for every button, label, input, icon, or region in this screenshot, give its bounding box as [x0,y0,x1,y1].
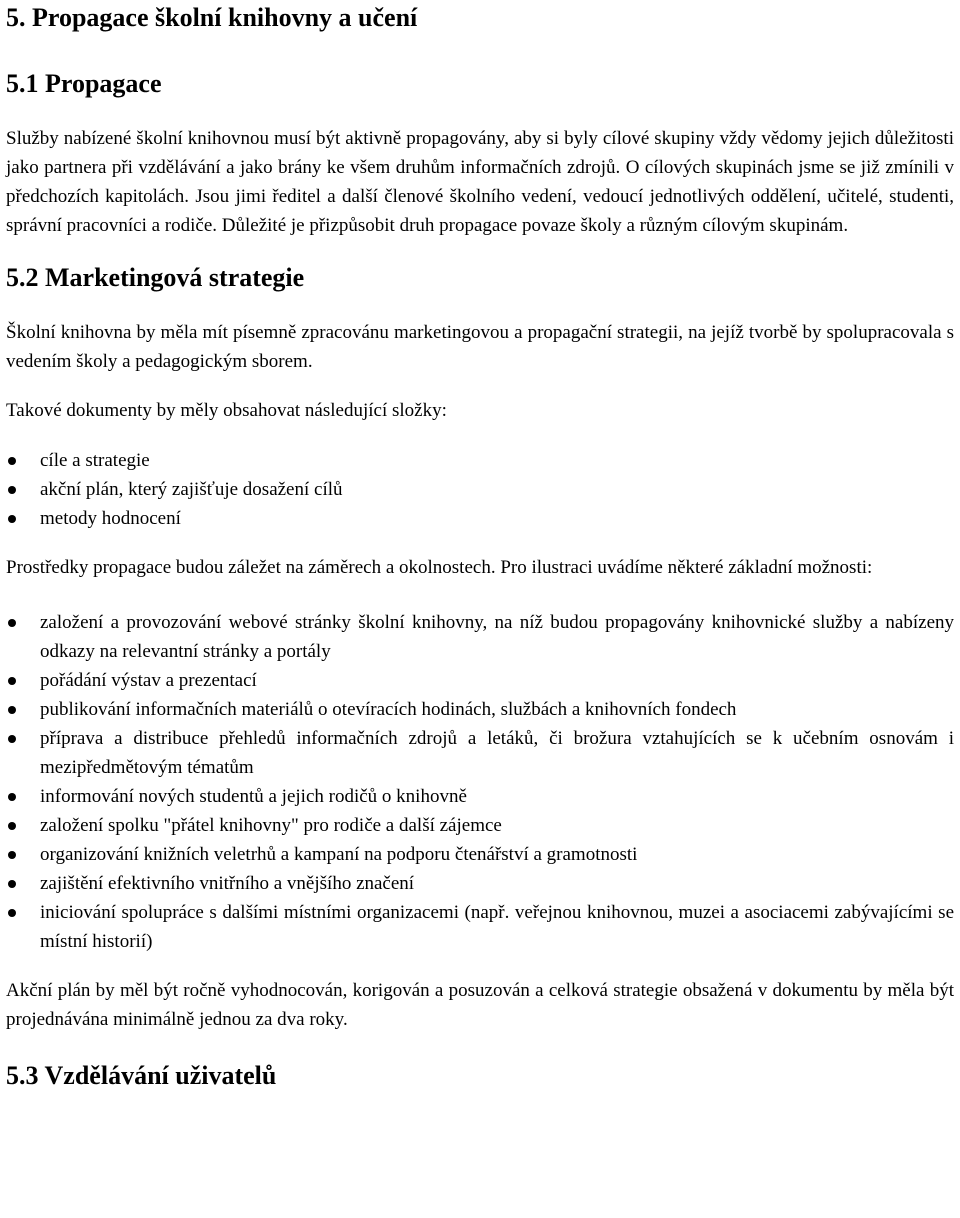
list-item: metody hodnocení [6,504,954,533]
list-item: cíle a strategie [6,446,954,475]
options-list [6,608,954,956]
marketing-paragraph-2: Takové dokumenty by měly obsahovat následující složky: [6,400,447,421]
marketing-paragraph-4: Akční plán by měl být ročně vyhodnocován, korigován a posuzován a celková strategie obsažená v dokumentu by měla být projednávána minimálně jednou za dva roky. [6,980,954,1030]
list-item: příprava a distribuce přehledů informačních zdrojů a letáků, či brožura vztahujících se k učebním osnovám i mezipředmětovým tématům [6,724,954,782]
marketing-paragraph-3: Prostředky propagace budou záležet na záměrech a okolnostech. Pro ilustraci uvádíme některé základní možnosti: [6,557,873,578]
list-item: informování nových studentů a jejich rodičů o knihovně [6,782,954,811]
components-list [6,446,954,533]
list-item: organizování knižních veletrhů a kampaní na podporu čtenářství a gramotnosti [6,840,954,869]
section-title-propagace: 5.1 Propagace [6,69,162,98]
section-title-vzdelavani: 5.3 Vzdělávání uživatelů [6,1061,277,1090]
list-item: zajištění efektivního vnitřního a vnějšího značení [6,869,954,898]
propagace-paragraph: Služby nabízené školní knihovnou musí být aktivně propagovány, aby si byly cílové skupiny vždy vědomy jejich důležitosti jako partnera při vzdělávání a jako brány ke všem druhům informačních zdrojů. O cílových skupinách jsme se již zmínili v předchozích kapitolách. Jsou jimi ředitel a další členové školního vedení, vedoucí jednotlivých oddělení, učitelé, studenti, správní pracovníci a rodiče. Důležité je přizpůsobit druh propagace povaze školy a různým cílovým skupinám. [6,128,954,236]
list-item: publikování informačních materiálů o otevíracích hodinách, službách a knihovních fondech [6,695,954,724]
marketing-paragraph-1: Školní knihovna by měla mít písemně zpracovánu marketingovou a propagační strategii, na jejíž tvorbě by spolupracovala s vedením školy a pedagogickým sborem. [6,322,954,372]
section-title-marketing: 5.2 Marketingová strategie [6,263,305,292]
list-item: založení a provozování webové stránky školní knihovny, na níž budou propagovány knihovnické služby a nabízeny odkazy na relevantní stránky a portály [6,608,954,666]
list-item: založení spolku "přátel knihovny" pro rodiče a další zájemce [6,811,954,840]
chapter-title: 5. Propagace školní knihovny a učení [6,3,418,32]
list-item: akční plán, který zajišťuje dosažení cílů [6,475,954,504]
list-item: pořádání výstav a prezentací [6,666,954,695]
list-item: iniciování spolupráce s dalšími místními organizacemi (např. veřejnou knihovnou, muzei a asociacemi zabývajícími se místní historií) [6,898,954,956]
